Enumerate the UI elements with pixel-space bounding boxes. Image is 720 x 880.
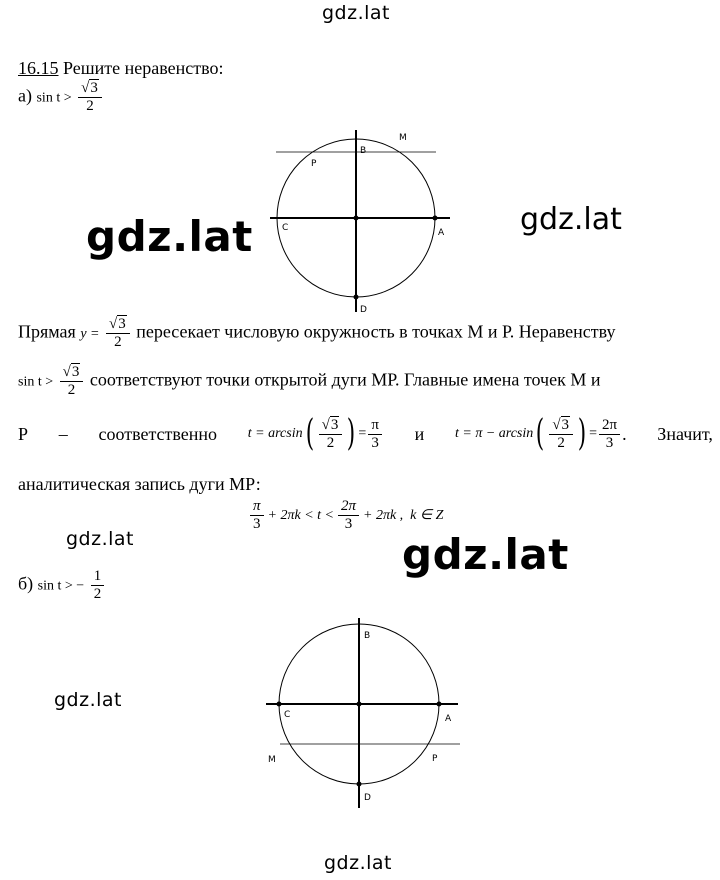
circle-diagram-a [266,124,466,314]
formula-b-den: 3 [344,516,353,532]
formula-b-num: 2π [338,498,359,516]
para3-f2-den: 3 [605,434,614,451]
problem-title: Решите неравенство: [63,58,224,78]
watermark-after-formula-big: gdz.lat [402,530,569,579]
label-m-b: M [268,755,276,765]
para3-end: Значит, [657,423,713,444]
part-b-inequality [18,568,106,603]
label-p-a: P [311,159,317,169]
point-d-a [354,295,359,300]
para3-and: и [414,423,425,444]
label-c-b: C [284,710,291,720]
arc-formula [248,498,445,533]
formula-mid2: + 2πk , k ∈ Z [363,508,444,523]
watermark-top: gdz.lat [322,2,391,24]
part-a-label: а) [18,85,32,106]
para3-word: соответственно [98,423,218,444]
point-origin-a [354,216,359,221]
circle-diagram-b [258,612,468,812]
watermark-bottom: gdz.lat [324,852,393,874]
formula-a-num: π [250,498,264,516]
point-origin-b [357,702,362,707]
para-line-3 [18,413,713,454]
problem-header [18,58,223,79]
label-c-a: C [282,223,289,233]
label-b-a: B [360,146,367,156]
formula-mid1: + 2πk < t < [267,507,334,523]
para3-p: Р [18,423,29,444]
para-line-2 [18,364,708,399]
para3-f2-num: 2π [599,417,620,435]
para3-formula-1: t = arcsin ( $\frac{√3}{2}$ ) = $\frac{\pi}{3}$ [248,416,384,452]
para1-text: пересекает числовую окружность в точках М и Р. Неравенству [136,321,616,342]
para3-f1-den: 3 [371,434,379,451]
point-c-b [277,702,282,707]
part-a-num: 3 [90,80,98,96]
para2-lhs: sin t > [18,374,54,390]
para3-formula-2: t = π − arcsin ( $\frac{√3}{2}$ ) = $\frac{2\pi}{3}$ . [454,413,627,454]
part-a-den: 2 [86,98,94,114]
para3-f1-lhs: t = arcsin [247,426,303,441]
label-a-b: A [445,714,452,724]
formula-a-den: 3 [253,516,261,532]
watermark-mid-left: gdz.lat [86,212,253,261]
watermark-mid-right: gdz.lat [520,202,622,237]
part-b-den: 2 [93,586,102,602]
problem-number: 16.15 [18,58,59,78]
label-p-b: P [432,754,438,764]
part-a-inequality [18,80,104,115]
point-a-b [437,702,442,707]
para1-fraction: $\frac{√3}{2}$ [106,316,130,351]
part-a-lhs: sin t > [36,90,72,106]
part-a-fraction: $\frac{√3}{2}$ [78,80,102,115]
para2-text: соответствуют точки открытой дуги МР. Главные имена точек М и [89,369,601,390]
para3-f2-lhs: t = π − arcsin [454,426,534,441]
para3-dash: – [58,423,68,444]
part-b-label: б) [18,573,34,594]
point-a-a [433,216,438,221]
para-line-1 [18,316,708,351]
para2-fraction: $\frac{√3}{2}$ [60,364,84,399]
part-b-num: 1 [91,568,105,586]
point-d-b [357,782,362,787]
para1-start: Прямая [18,321,76,342]
para3-f1-num: π [368,417,382,435]
part-b-lhs: sin t > − [37,578,85,594]
para1-eq: y = [80,326,100,342]
watermark-after-formula-small: gdz.lat [66,528,135,550]
label-d-a: D [360,305,367,314]
label-a-a: A [438,228,445,238]
para-line-4: аналитическая запись дуги МР: [18,474,261,494]
watermark-part-b-left: gdz.lat [54,689,123,711]
part-b-fraction [91,568,105,603]
label-m-a: M [399,133,407,143]
label-d-b: D [364,793,371,803]
label-b-b: B [364,631,371,641]
